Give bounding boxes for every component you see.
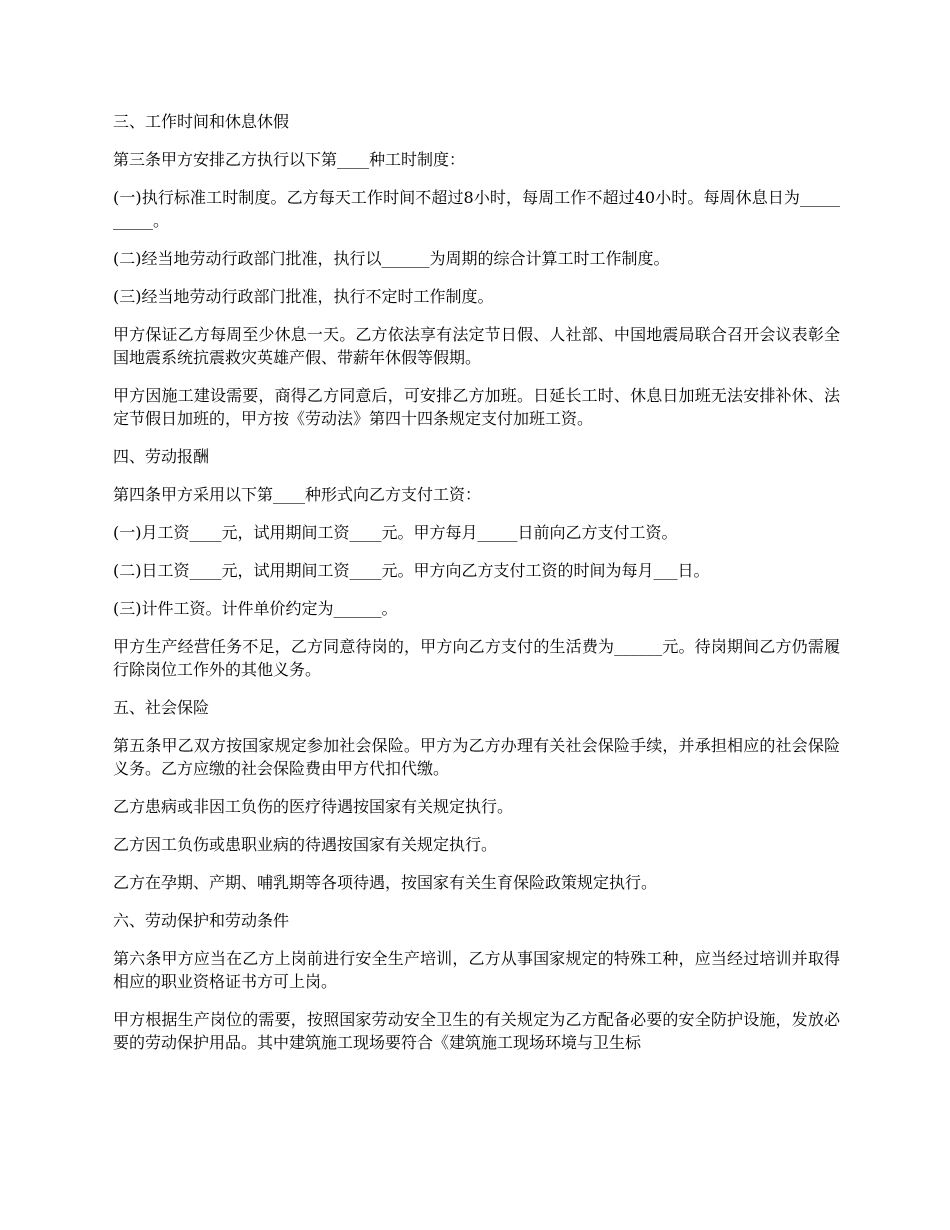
- rest-guarantee-paragraph: 甲方保证乙方每周至少休息一天。乙方依法享有法定节日假、人社部、中国地震局联合召开会议表彰全国地震系统抗震救灾英雄产假、带薪年休假等假期。: [113, 325, 840, 367]
- article-5-text: 第五条甲乙双方按国家规定参加社会保险。甲方为乙方办理有关社会保险手续，并承担相应的社会保险义务。乙方应缴的社会保险费由甲方代扣代缴。: [113, 736, 840, 778]
- article-4-item-1: (一)月工资____元，试用期间工资____元。甲方每月_____日前向乙方支付工资。: [113, 523, 678, 542]
- medical-treatment-paragraph: 乙方患病或非因工负伤的医疗待遇按国家有关规定执行。: [113, 797, 514, 816]
- article-4-item-3: (三)计件工资。计件单价约定为______。: [113, 599, 398, 618]
- article-3-item-3: (三)经当地劳动行政部门批准，执行不定时工作制度。: [113, 287, 494, 306]
- section-heading-remuneration: 四、劳动报酬: [113, 447, 210, 466]
- section-heading-social-insurance: 五、社会保险: [113, 698, 210, 717]
- work-injury-paragraph: 乙方因工负伤或患职业病的待遇按国家有关规定执行。: [113, 835, 498, 854]
- protection-equipment-paragraph: 甲方根据生产岗位的需要，按照国家劳动安全卫生的有关规定为乙方配备必要的安全防护设施，发放必要的劳动保护用品。其中建筑施工现场要符合《建筑施工现场环境与卫生标: [113, 1010, 840, 1052]
- article-3-item-1: (一)执行标准工时制度。乙方每天工作时间不超过8小时，每周工作不超过40小时。每周休息日为__________。: [113, 188, 840, 230]
- article-3-text: 第三条甲方安排乙方执行以下第____种工时制度：: [113, 150, 466, 169]
- document-page: [113, 110, 840, 1069]
- standby-paragraph: 甲方生产经营任务不足，乙方同意待岗的，甲方向乙方支付的生活费为______元。待岗期间乙方仍需履行除岗位工作外的其他义务。: [113, 637, 840, 679]
- article-4-text: 第四条甲方采用以下第____种形式向乙方支付工资：: [113, 485, 482, 504]
- maternity-paragraph: 乙方在孕期、产期、哺乳期等各项待遇，按国家有关生育保险政策规定执行。: [113, 873, 658, 892]
- article-6-text: 第六条甲方应当在乙方上岗前进行安全生产培训，乙方从事国家规定的特殊工种，应当经过培训并取得相应的职业资格证书方可上岗。: [113, 949, 840, 991]
- overtime-paragraph: 甲方因施工建设需要，商得乙方同意后，可安排乙方加班。日延长工时、休息日加班无法安排补休、法定节假日加班的，甲方按《劳动法》第四十四条规定支付加班工资。: [113, 386, 840, 428]
- section-heading-labor-protection: 六、劳动保护和劳动条件: [113, 911, 290, 930]
- article-4-item-2: (二)日工资____元，试用期间工资____元。甲方向乙方支付工资的时间为每月___日。: [113, 561, 710, 580]
- article-3-item-2: (二)经当地劳动行政部门批准，执行以______为周期的综合计算工时工作制度。: [113, 249, 670, 268]
- section-heading-work-hours: 三、工作时间和休息休假: [113, 112, 290, 131]
